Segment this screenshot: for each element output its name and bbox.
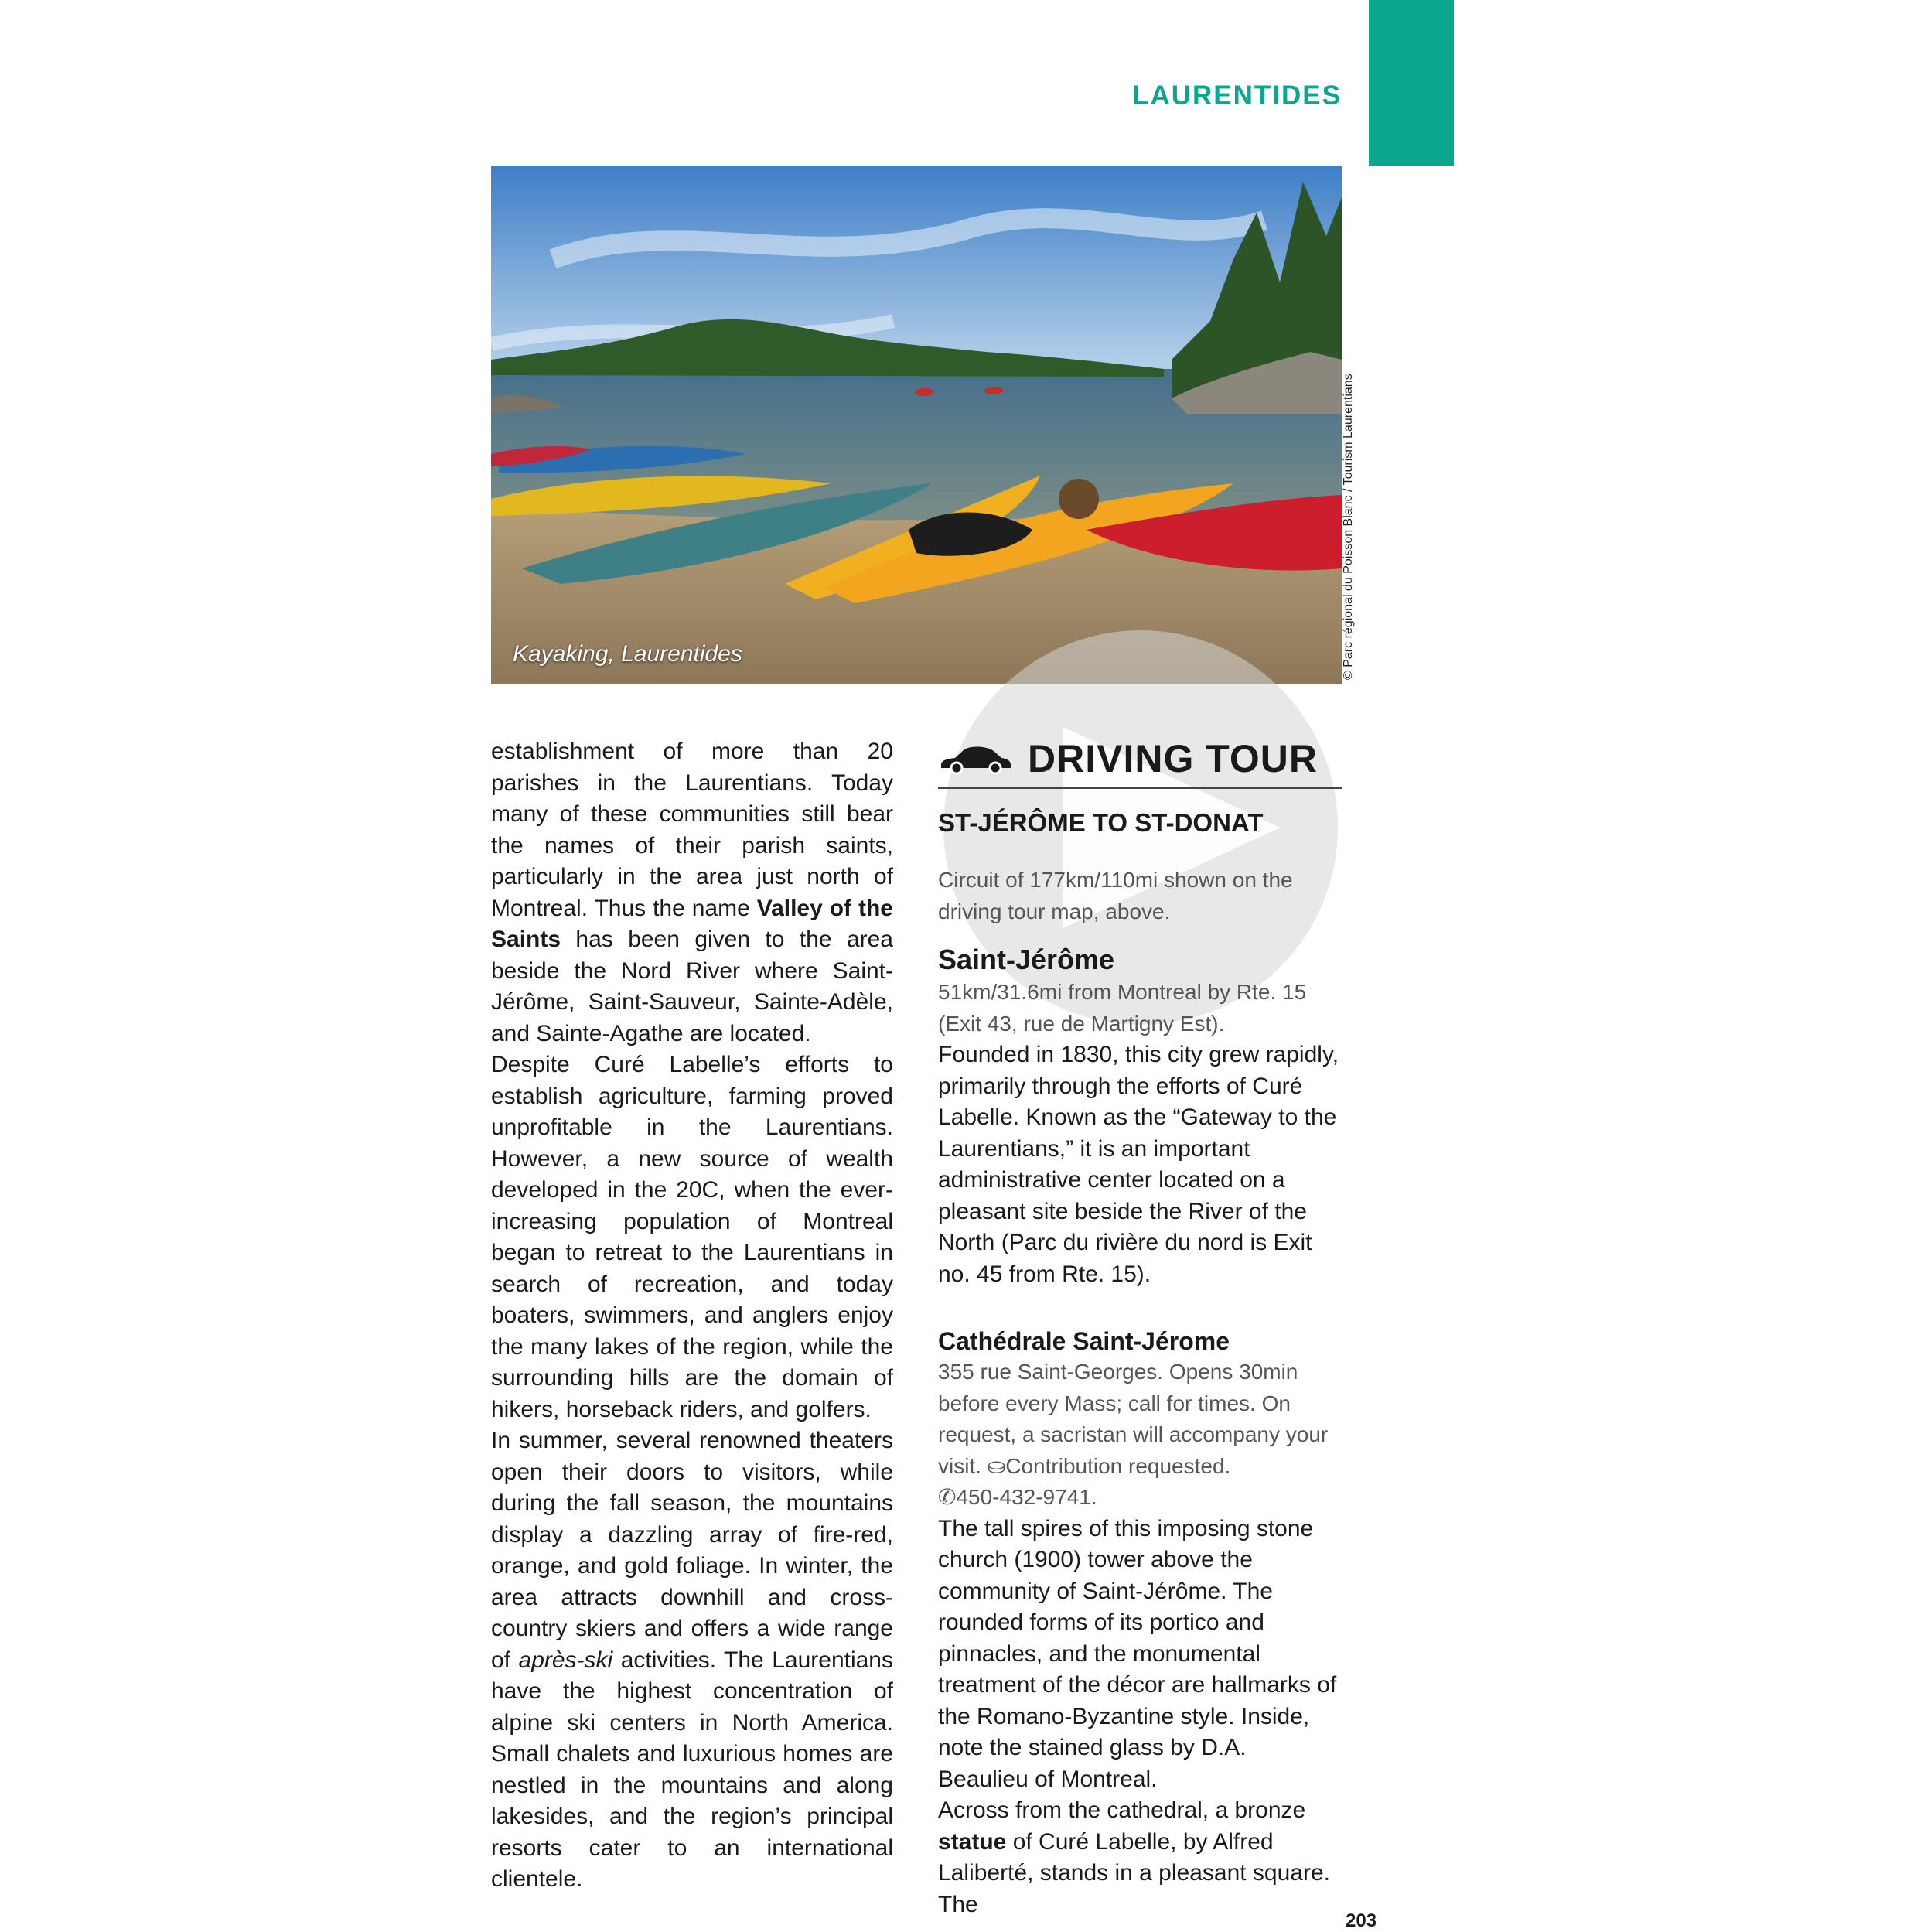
photo-credit: © Parc régional du Poisson Blanc / Tourism Laurentians (1342, 374, 1355, 680)
section-title: LAURENTIDES (1132, 80, 1342, 111)
right-column (938, 736, 1342, 1920)
coins-icon: ⛀ (987, 1453, 1006, 1478)
city-heading: Saint-Jérôme (938, 944, 1115, 975)
tour-subtitle: ST-JÉRÔME TO ST-DONAT (938, 808, 1264, 837)
site-description: The tall spires of this imposing stone church (1900) tower above the community of Saint-Jérôme. The rounded forms of its portico and pinnacles, and the monumental treatment of the décor are hallmarks of the Romano-Byzantine style. Inside, note the stained glass by D.A. Beaulieu of Montreal. (938, 1515, 1337, 1792)
circuit-note: Circuit of 177km/110mi shown on the driving tour map, above. (938, 868, 1293, 923)
kayaking-photo (491, 166, 1342, 684)
car-icon (938, 743, 1012, 774)
city-description: Founded in 1830, this city grew rapidly, primarily through the efforts of Curé Labelle. Known as the “Gateway to the Laurentians,” it is an important administrative center located on a pleasant site beside the River of the North (Parc du rivière du nord is Exit no. 45 from Rte. 15). (938, 1042, 1339, 1287)
paragraph: In summer, several renowned theaters open their doors to visitors, while during the fall season, the mountains display a dazzling array of fire-red, orange, and gold foliage. In winter, the area attracts downhill and cross-country skiers and offers a wide range of après-ski activities. The Laurentians have the highest concentration of alpine ski centers in North America. Small chalets and luxurious homes are nestled in the mountains and along lakesides, and the region’s principal resorts cater to an international clientele. (491, 1428, 893, 1892)
statue-paragraph: Across from the cathedral, a bronze statue of Curé Labelle, by Alfred Laliberté, stands in a pleasant square. The (938, 1797, 1330, 1917)
site-heading: Cathédrale Saint-Jérome (938, 1327, 1230, 1355)
tour-title: DRIVING TOUR (1028, 736, 1318, 780)
paragraph: establishment of more than 20 parishes in the Laurentians. Today many of these communities still bear the names of their parish saints, particularly in the area just north of Montreal. Thus the name Valley of the Saints has been given to the area beside the Nord River where Saint-Jérôme, Saint-Sauveur, Sainte-Adèle, and Sainte-Agathe are located. (491, 739, 893, 1046)
paragraph: Despite Curé Labelle’s efforts to establish agriculture, farming proved unprofitable in the Laurentians. However, a new source of wealth developed in the 20C, when the ever-increasing population of Montreal began to retreat to the Laurentians in search of recreation, and today boaters, swimmers, and anglers enjoy the many lakes of the region, while the surrounding hills are the domain of hikers, horseback riders, and golfers. (491, 1052, 893, 1422)
left-column (491, 736, 893, 1896)
driving-tour-heading (938, 736, 1342, 789)
site-info: 355 rue Saint-Georges. Opens 30min before every Mass; call for times. On request, a sacristan will accompany your visit. ⛀Contribution requested. ✆450-432-9741. (938, 1360, 1329, 1509)
photo-caption: Kayaking, Laurentides (513, 641, 742, 667)
city-directions: 51km/31.6mi from Montreal by Rte. 15 (Exit 43, rue de Martigny Est). (938, 980, 1307, 1036)
page-number: 203 (1346, 1910, 1377, 1931)
phone-icon: ✆ (938, 1485, 957, 1509)
section-tab (1369, 0, 1454, 166)
